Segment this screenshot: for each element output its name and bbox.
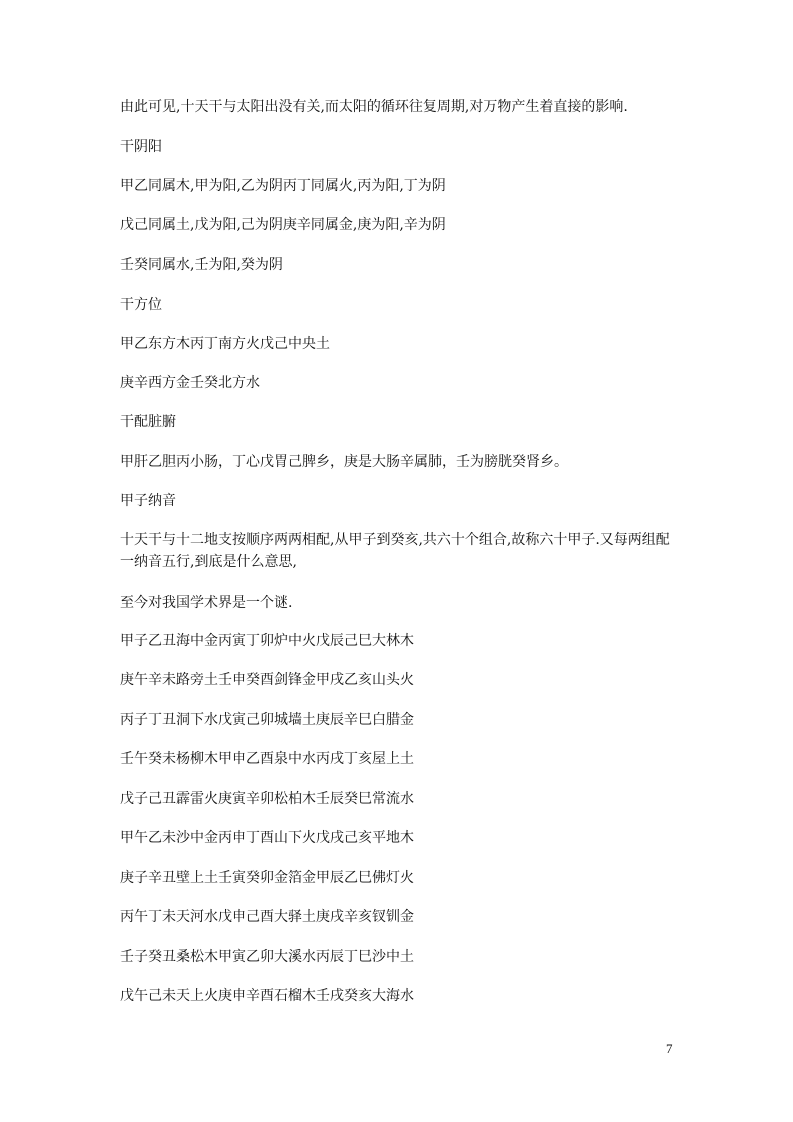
paragraph-mystery: 至今对我国学术界是一个谜. xyxy=(120,595,293,611)
nayin-line-9: 壬子癸丑桑松木甲寅乙卯大溪水丙辰丁巳沙中土 xyxy=(120,949,414,965)
page-number: 7 xyxy=(666,1041,673,1056)
nayin-line-5: 戊子己丑霹雷火庚寅辛卯松柏木壬辰癸巳常流水 xyxy=(120,791,414,807)
heading-stem-yin-yang: 干阴阳 xyxy=(120,139,162,155)
nayin-line-1: 甲子乙丑海中金丙寅丁卯炉中火戊辰己巳大林木 xyxy=(120,633,414,649)
nayin-line-4: 壬午癸未杨柳木甲申乙酉泉中水丙戌丁亥屋上土 xyxy=(120,751,414,767)
nayin-line-2: 庚午辛未路旁土壬申癸酉剑锋金甲戌乙亥山头火 xyxy=(120,672,414,688)
paragraph-earth-metal: 戊己同属土,戊为阳,己为阴庚辛同属金,庚为阳,辛为阴 xyxy=(120,217,446,233)
nayin-line-3: 丙子丁丑洞下水戊寅己卯城墙土庚辰辛巳白腊金 xyxy=(120,712,414,728)
nayin-line-8: 丙午丁未天河水戊申己酉大驿土庚戌辛亥钗钏金 xyxy=(120,909,414,925)
paragraph-directions-2: 庚辛西方金壬癸北方水 xyxy=(120,375,260,391)
heading-jiazi-nayin: 甲子纳音 xyxy=(120,493,176,509)
nayin-line-7: 庚子辛丑壁上土壬寅癸卯金箔金甲辰乙巳佛灯火 xyxy=(120,870,414,886)
paragraph-directions-1: 甲乙东方木丙丁南方火戊己中央土 xyxy=(120,336,330,352)
heading-stem-directions: 干方位 xyxy=(120,297,162,313)
nayin-line-10: 戊午己未天上火庚申辛酉石榴木壬戌癸亥大海水 xyxy=(120,988,414,1004)
paragraph-intro-sun: 由此可见,十天干与太阳出没有关,而太阳的循环往复周期,对万物产生着直接的影响. xyxy=(120,99,628,115)
paragraph-organs: 甲肝乙胆丙小肠，丁心戊胃己脾乡，庚是大肠辛属肺，壬为膀胱癸肾乡。 xyxy=(120,454,568,470)
paragraph-sixty-jiazi: 十天干与十二地支按顺序两两相配,从甲子到癸亥,共六十个组合,故称六十甲子.又每两组配一纳音五行,到底是什么意思, xyxy=(120,532,670,570)
heading-stem-organs: 干配脏腑 xyxy=(120,414,176,430)
paragraph-wood-fire: 甲乙同属木,甲为阳,乙为阴丙丁同属火,丙为阳,丁为阴 xyxy=(120,178,446,194)
paragraph-water: 壬癸同属水,壬为阳,癸为阴 xyxy=(120,257,283,273)
nayin-line-6: 甲午乙未沙中金丙申丁酉山下火戊戌己亥平地木 xyxy=(120,830,414,846)
